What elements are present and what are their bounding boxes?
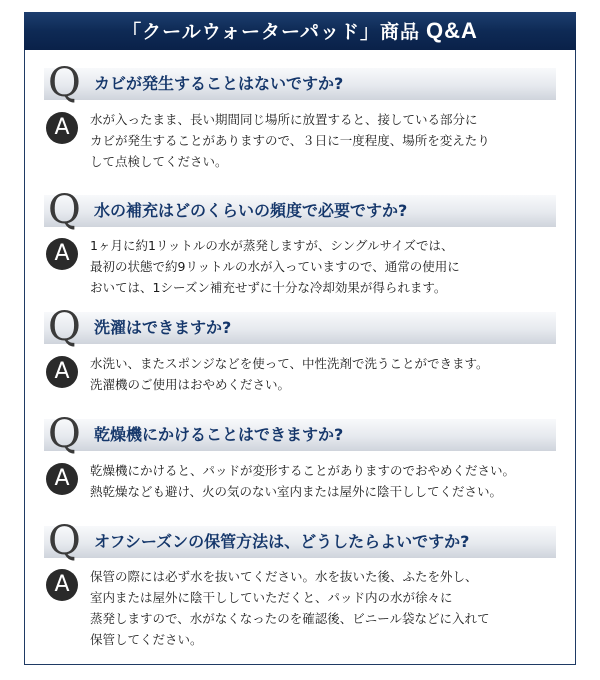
question-bar — [44, 518, 556, 564]
question-text: 水の補充はどのくらいの頻度で必要ですか? — [94, 201, 408, 220]
answer-text — [90, 566, 560, 650]
answer-text — [90, 353, 560, 395]
question-text: オフシーズンの保管方法は、どうしたらよいですか? — [94, 532, 470, 551]
q-mark-icon: Q — [48, 60, 81, 106]
question-text: 洗濯はできますか? — [94, 318, 232, 337]
answer-line: 水が入ったまま、長い期間同じ場所に放置すると、接している部分に — [90, 112, 478, 127]
answer-line: 室内または屋外に陰干ししていただくと、パッド内の水が徐々に — [90, 590, 453, 605]
answer-line: 熱乾燥なども避け、火の気のない室内または屋外に陰干ししてください。 — [90, 484, 503, 499]
a-mark-icon: A — [46, 238, 78, 270]
q-mark-icon: Q — [48, 518, 81, 564]
answer-line: おいては、1シーズン補充せずに十分な冷却効果が得られます。 — [90, 280, 447, 295]
question-bar — [44, 60, 556, 106]
answer-line: 蒸発しますので、水がなくなったのを確認後、ビニール袋などに入れて — [90, 611, 490, 626]
answer-text — [90, 235, 560, 298]
question-text: 乾燥機にかけることはできますか? — [94, 425, 344, 444]
question-bar — [44, 304, 556, 350]
question-bar — [44, 411, 556, 457]
a-mark-icon: A — [46, 356, 78, 388]
answer-line: 1ヶ月に約1リットルの水が蒸発しますが、シングルサイズでは、 — [90, 238, 454, 253]
answer-line: 乾燥機にかけると、パッドが変形することがありますのでおやめください。 — [90, 463, 516, 478]
q-mark-icon: Q — [48, 411, 81, 457]
question-bar — [44, 187, 556, 233]
page-title — [24, 12, 576, 50]
q-mark-icon: Q — [48, 304, 81, 350]
answer-line: 最初の状態で約9リットルの水が入っていますので、通常の使用に — [90, 259, 460, 274]
answer-line: して点検してください。 — [90, 154, 228, 169]
answer-line: 洗濯機のご使用はおやめください。 — [90, 377, 291, 392]
a-mark-icon: A — [46, 569, 78, 601]
page-title-text: 「クールウォーターパッド」商品 — [122, 21, 421, 43]
a-mark-icon: A — [46, 463, 78, 495]
answer-line: 保管してください。 — [90, 632, 203, 647]
a-mark-icon: A — [46, 112, 78, 144]
answer-line: 保管の際には必ず水を抜いてください。水を抜いた後、ふたを外し、 — [90, 569, 478, 584]
question-text: カビが発生することはないですか? — [94, 74, 344, 93]
q-mark-icon: Q — [48, 187, 81, 233]
answer-line: カビが発生することがありますので、３日に一度程度、場所を変えたり — [90, 133, 490, 148]
answer-line: 水洗い、またスポンジなどを使って、中性洗剤で洗うことができます。 — [90, 356, 489, 371]
answer-text — [90, 109, 560, 172]
page-title-qa: Q&A — [426, 18, 478, 43]
answer-text — [90, 460, 560, 502]
